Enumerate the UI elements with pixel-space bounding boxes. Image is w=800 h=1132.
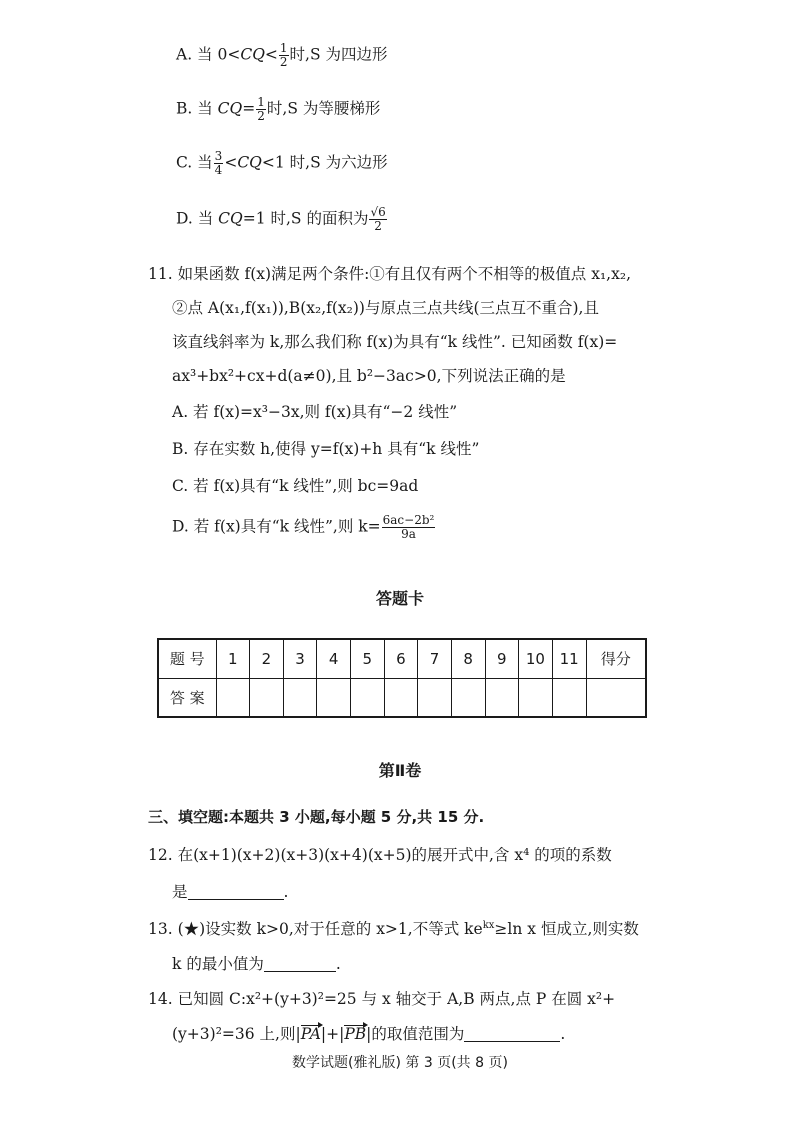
question-number-cell: 1 — [216, 639, 250, 678]
section-2-title: 第Ⅱ卷 — [378, 761, 422, 780]
answer-cell[interactable] — [351, 678, 385, 717]
q10-a-lt: < — [264, 45, 278, 64]
q11-option-d — [172, 514, 436, 541]
q11-line-4: ax³+bx²+cx+d(a≠0),且 b²−3ac>0,下列说法正确的是 — [172, 367, 566, 385]
q14-line-2-c: |的取值范围为 — [366, 1025, 465, 1043]
question-number-cell: 3 — [283, 639, 317, 678]
answer-cell[interactable] — [451, 678, 485, 717]
answer-card-table — [157, 638, 647, 718]
q10-b-prefix: B. 当 — [176, 99, 218, 118]
q10-c-suffix: <1 时,S 为六边形 — [261, 153, 388, 172]
q10-option-b — [176, 96, 380, 123]
q13-exponent: kx — [482, 919, 495, 931]
q12-answer-blank[interactable] — [188, 883, 284, 900]
q10-option-d — [176, 206, 388, 233]
q13-line-1-a: 13. (★)设实数 k>0,对于任意的 x>1,不等式 ke — [148, 920, 483, 938]
q10-c-fraction — [214, 150, 224, 177]
q14-answer-blank[interactable] — [464, 1025, 560, 1042]
q10-d-den: 2 — [374, 219, 382, 233]
q13-line-1 — [148, 917, 639, 939]
q10-b-den: 2 — [257, 109, 265, 123]
q12-line-1: 12. 在(x+1)(x+2)(x+3)(x+4)(x+5)的展开式中,含 x⁴ 的项的系数 — [148, 846, 612, 864]
page-footer: 数学试题(雅礼版) 第 3 页(共 8 页) — [292, 1055, 508, 1071]
question-number-cell: 10 — [519, 639, 553, 678]
answer-cell[interactable] — [519, 678, 553, 717]
q10-b-var: CQ — [217, 99, 243, 118]
section-3-heading: 三、填空题:本题共 3 小题,每小题 5 分,共 15 分. — [148, 808, 485, 826]
q10-b-eq: = — [242, 99, 256, 118]
answer-cell[interactable] — [216, 678, 250, 717]
question-number-cell: 7 — [418, 639, 452, 678]
q13-line-1-b: ≥ln x 恒成立,则实数 — [494, 920, 639, 938]
q14-line-1: 14. 已知圆 C:x²+(y+3)²=25 与 x 轴交于 A,B 两点,点 P 在圆 x²+ — [148, 990, 616, 1008]
q11-d-den: 9a — [401, 527, 416, 541]
q10-c-num: 3 — [214, 149, 223, 163]
q14-suffix: . — [560, 1025, 566, 1043]
q14-line-2 — [172, 1022, 565, 1044]
q11-option-b: B. 存在实数 h,使得 y=f(x)+h 具有“k 线性” — [172, 440, 480, 458]
q13-prefix: k 的最小值为 — [172, 955, 264, 973]
answer-card-header-row — [158, 639, 646, 678]
q12-suffix: . — [283, 883, 289, 901]
q14-line-2-a: (y+3)²=36 上,则| — [172, 1025, 301, 1043]
q11-line-3: 该直线斜率为 k,那么我们称 f(x)为具有“k 线性”. 已知函数 f(x)= — [172, 333, 618, 351]
score-label: 得分 — [586, 639, 646, 678]
q11-option-a: A. 若 f(x)=x³−3x,则 f(x)具有“−2 线性” — [172, 403, 458, 421]
question-number-cell: 5 — [351, 639, 385, 678]
question-number-cell: 2 — [250, 639, 284, 678]
vector-pb: PB — [344, 1025, 367, 1043]
q11-line-1: 11. 如果函数 f(x)满足两个条件:①有且仅有两个不相等的极值点 x₁,x₂, — [148, 265, 631, 283]
question-number-cell: 11 — [552, 639, 586, 678]
q13-answer-blank[interactable] — [264, 955, 336, 972]
q11-line-2: ②点 A(x₁,f(x₁)),B(x₂,f(x₂))与原点三点共线(三点互不重合),且 — [172, 299, 599, 317]
question-number-cell: 6 — [384, 639, 418, 678]
q13-line-2 — [172, 952, 341, 974]
answer-cell[interactable] — [384, 678, 418, 717]
q10-c-prefix: C. 当 — [176, 153, 213, 172]
q10-a-suffix: 时,S 为四边形 — [289, 45, 388, 64]
answer-cell[interactable] — [552, 678, 586, 717]
q10-b-num: 1 — [257, 95, 265, 109]
q10-a-den: 2 — [279, 55, 288, 69]
q10-b-suffix: 时,S 为等腰梯形 — [266, 99, 381, 118]
answer-label: 答 案 — [158, 678, 216, 717]
question-number-cell: 8 — [451, 639, 485, 678]
q11-d-num: 6ac−2b² — [382, 513, 435, 527]
q10-option-a — [176, 42, 388, 69]
q10-d-fraction — [369, 206, 386, 233]
q13-suffix: . — [335, 955, 341, 973]
q12-prefix: 是 — [172, 883, 188, 901]
answer-cell[interactable] — [250, 678, 284, 717]
question-number-label: 题 号 — [158, 639, 216, 678]
answer-card-title: 答题卡 — [375, 589, 424, 608]
q10-b-fraction — [256, 96, 266, 123]
q10-a-num: 1 — [279, 41, 288, 55]
q10-d-var: CQ — [218, 209, 243, 228]
q10-c-mid: < — [224, 153, 238, 172]
q12-line-2 — [172, 880, 288, 902]
answer-cell[interactable] — [418, 678, 452, 717]
vector-pa: PA — [300, 1025, 321, 1043]
q11-d-prefix: D. 若 f(x)具有“k 线性”,则 k= — [172, 517, 381, 536]
q14-line-2-b: |+| — [320, 1025, 345, 1043]
q10-a-fraction — [279, 42, 289, 69]
answer-card-answer-row — [158, 678, 646, 717]
q10-option-c — [176, 150, 388, 177]
q10-d-prefix: D. 当 — [176, 209, 219, 228]
q10-a-prefix: A. 当 0< — [176, 45, 241, 64]
q10-a-var: CQ — [240, 45, 265, 64]
q10-d-suffix: =1 时,S 的面积为 — [242, 209, 369, 228]
answer-cell[interactable] — [485, 678, 519, 717]
q10-d-num: √6 — [370, 205, 386, 219]
q11-d-fraction — [382, 514, 436, 541]
score-cell[interactable] — [586, 678, 646, 717]
question-number-cell: 9 — [485, 639, 519, 678]
question-number-cell: 4 — [317, 639, 351, 678]
q10-c-den: 4 — [214, 163, 223, 177]
q11-option-c: C. 若 f(x)具有“k 线性”,则 bc=9ad — [172, 477, 419, 495]
q10-c-var: CQ — [237, 153, 262, 172]
answer-cell[interactable] — [283, 678, 317, 717]
answer-cell[interactable] — [317, 678, 351, 717]
